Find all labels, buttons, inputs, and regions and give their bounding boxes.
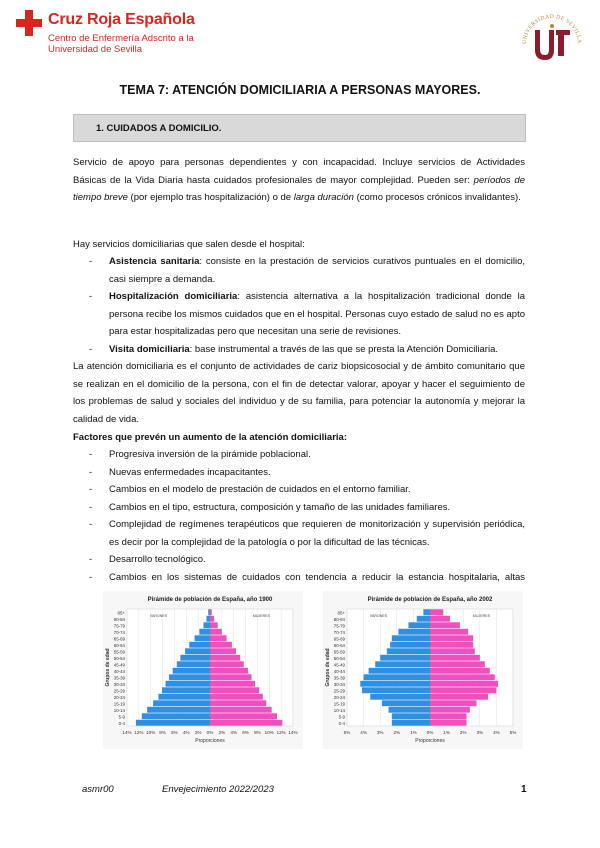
legend-label-female: MUJERES [472, 614, 491, 618]
pyramid-chart-2002 [323, 591, 523, 749]
list-item: - Cambios en el tipo, estructura, composición y tamaño de las unidades familiares. [73, 499, 525, 517]
bar-male [180, 655, 210, 661]
bar-female [210, 707, 272, 713]
org-subtitle-line2: Universidad de Sevilla [48, 44, 142, 55]
bar-male [153, 700, 210, 706]
pyramid-chart-1900 [103, 591, 303, 749]
x-tick-label: 1% [410, 730, 417, 735]
bar-female [210, 629, 222, 635]
y-tick-label: 15-19 [333, 701, 345, 707]
org-name: Cruz Roja Española [48, 11, 195, 28]
y-tick-label: 25-29 [113, 688, 125, 694]
bar-male [189, 642, 210, 648]
x-tick-label: 3% [376, 730, 384, 735]
bar-female [210, 700, 266, 706]
x-axis-label: Proporciones [195, 738, 225, 744]
bar-male [169, 674, 210, 680]
y-tick-label: 60-64 [333, 642, 345, 648]
y-tick-label: 65-69 [113, 636, 125, 642]
bar-male [162, 687, 210, 693]
list-item: - Nuevas enfermedades incapacitantes. [73, 464, 525, 482]
y-tick-label: 35-39 [333, 675, 345, 681]
list-item: - Desarrollo tecnológico. [73, 551, 525, 569]
bar-male [173, 668, 210, 674]
bar-male [375, 661, 430, 667]
bar-male [408, 622, 430, 628]
x-tick-label: 10% [264, 730, 274, 735]
bar-female [430, 668, 490, 674]
term: Asistencia sanitaria [109, 256, 200, 267]
section-heading-text: 1. CUIDADOS A DOMICILIO. [96, 123, 222, 134]
x-tick-label: 1% [443, 730, 450, 735]
definition: : base instrumental a través de las que se presta la Atención Domiciliaria. [189, 343, 499, 355]
bar-male [389, 707, 431, 713]
footer-year: 2022/2023 [229, 784, 274, 795]
bar-male [158, 694, 210, 700]
x-tick-label: 12% [276, 730, 286, 735]
seal-text: UNIVERSIDAD DE SEVILLA [521, 13, 583, 45]
bar-male [185, 648, 210, 654]
y-tick-label: 10-14 [333, 707, 345, 713]
bar-male [199, 629, 210, 635]
bar-male [370, 694, 430, 700]
bar-male [360, 681, 430, 687]
x-tick-label: 8% [159, 730, 166, 735]
y-axis-label: Grupos de edad [105, 648, 111, 687]
y-tick-label: 45-49 [113, 662, 125, 668]
bar-female [210, 616, 214, 622]
bar-female [210, 655, 240, 661]
y-tick-label: 5-9 [118, 714, 125, 720]
term: Visita domiciliaria [109, 343, 190, 355]
bar-female [430, 700, 476, 706]
bar-female [210, 681, 255, 687]
legend-label-female: MUJERES [252, 614, 271, 618]
bar-female [430, 694, 488, 700]
bar-female [210, 642, 232, 648]
y-tick-label: 75-79 [113, 623, 125, 629]
x-tick-label: 14% [122, 730, 132, 735]
bar-female [210, 635, 227, 641]
bar-male [208, 609, 210, 615]
bar-male [380, 655, 430, 661]
y-tick-label: 60-64 [113, 642, 125, 648]
y-tick-label: 5-9 [338, 714, 345, 720]
bar-male [166, 681, 210, 687]
x-tick-label: 5% [343, 730, 351, 735]
bar-female [430, 720, 467, 726]
x-tick-label: 4% [230, 730, 238, 735]
bar-male [390, 642, 430, 648]
x-tick-label: 8% [254, 730, 261, 735]
bar-male [136, 720, 210, 726]
y-tick-label: 45-49 [333, 662, 345, 668]
x-tick-label: 14% [288, 730, 298, 735]
y-tick-label: 80-84 [113, 616, 125, 622]
bar-female [210, 674, 252, 680]
org-subtitle [48, 33, 228, 55]
bar-female [430, 648, 475, 654]
bar-male [423, 609, 430, 615]
footer-author: asmr00 [82, 784, 114, 795]
y-tick-label: 20-24 [333, 694, 345, 700]
bar-male [398, 629, 430, 635]
x-tick-label: 2% [194, 730, 202, 735]
list-item: - Cambios en los sistemas de cuidados con tendencia a reducir la estancia hospitalaria, altas [73, 569, 525, 604]
x-tick-label: 3% [476, 730, 484, 735]
bar-female [430, 655, 480, 661]
x-tick-label: 2% [218, 730, 226, 735]
hospital-services-list [73, 253, 525, 358]
bar-male [142, 713, 210, 719]
x-tick-label: 2% [459, 730, 467, 735]
page-title: TEMA 7: ATENCIÓN DOMICILIARIA A PERSONAS MAYORES. [119, 83, 481, 97]
intro-text-1: Servicio de apoyo para personas dependientes y con incapacidad. Incluye servicios de Actividades Básicas de la Vida Diaria hasta cuidados profesionales de mayor complejidad. Pueden ser: [73, 157, 525, 186]
bar-female [430, 681, 498, 687]
list-item: - Progresiva inversión de la pirámide poblacional. [73, 446, 525, 464]
list-item [73, 341, 525, 359]
bar-female [430, 609, 443, 615]
legend-label-male: VARONES [369, 614, 388, 618]
bar-female [430, 622, 460, 628]
bar-female [430, 642, 473, 648]
factors-list [73, 446, 525, 604]
y-tick-label: 85+ [117, 610, 125, 616]
definition-paragraph: La atención domiciliaria es el conjunto de actividades de cariz biopsicosocial y de ámbito comunitario que se realizan en el domicilio de la persona, con el fin de detectar valorar, apoyar y hacer el seguimiento de los problemas de salud y sociales del individuo y de su familia, para potenciar la autonomía y mejorar la calidad de vida. [73, 361, 525, 425]
bar-male [387, 648, 430, 654]
x-tick-label: 6% [171, 730, 178, 735]
y-tick-label: 15-19 [113, 701, 125, 707]
bar-female [210, 609, 212, 615]
footer-subject: Envejecimiento [162, 784, 227, 795]
definition: : asistencia alternativa a la hospitalización tradicional donde la persona recibe los mismos cuidados que en el hospital. Personas cuyo estado de salud no es apto para estar hospitalizadas pero que necesitan una serie de revisiones. [109, 291, 526, 337]
y-tick-label: 40-44 [333, 668, 345, 674]
x-tick-label: 5% [509, 730, 517, 735]
term: Hospitalización domiciliaria [109, 291, 238, 302]
intro-text-2: (por ejemplo tras hospitalización) o de [127, 192, 294, 203]
bar-female [430, 635, 473, 641]
bar-female [210, 648, 236, 654]
bar-female [430, 707, 470, 713]
y-tick-label: 80-84 [333, 616, 345, 622]
bar-male [392, 635, 430, 641]
bar-male [417, 616, 430, 622]
bar-male [362, 687, 430, 693]
y-tick-label: 25-29 [333, 688, 345, 694]
y-tick-label: 70-74 [113, 629, 125, 635]
bar-female [210, 622, 218, 628]
y-tick-label: 65-69 [333, 636, 345, 642]
bar-male [177, 661, 210, 667]
red-cross-logo [16, 8, 236, 58]
org-subtitle-line1: Centro de Enfermería Adscrito a la [48, 33, 194, 44]
y-tick-label: 40-44 [113, 668, 125, 674]
list-item: - Cambios en el modelo de prestación de cuidados en el entorno familiar. [73, 481, 525, 499]
y-tick-label: 50-54 [333, 655, 345, 661]
intro-paragraph [73, 154, 525, 207]
hospital-lead: Hay servicios domiciliarias que salen desde el hospital: [73, 239, 305, 250]
y-tick-label: 35-39 [113, 675, 125, 681]
x-tick-label: 10% [146, 730, 156, 735]
x-tick-label: 4% [182, 730, 190, 735]
y-axis-label: Grupos de edad [325, 648, 331, 687]
bar-female [430, 674, 495, 680]
chart-title: Pirámide de población de España, año 2002 [367, 597, 493, 603]
bar-female [430, 661, 485, 667]
y-tick-label: 75-79 [333, 623, 345, 629]
y-tick-label: 20-24 [113, 694, 125, 700]
list-item [73, 288, 525, 341]
bar-male [382, 700, 430, 706]
x-tick-label: 0% [206, 730, 214, 735]
list-item [73, 253, 525, 288]
definition: : consiste en la prestación de servicios curativos puntuales en el domicilio, casi siempre a demanda. [109, 256, 525, 285]
y-tick-label: 55-59 [333, 649, 345, 655]
bar-male [392, 713, 430, 719]
bar-male [392, 720, 430, 726]
y-tick-label: 50-54 [113, 655, 125, 661]
y-tick-label: 30-34 [113, 681, 125, 687]
bar-female [430, 687, 496, 693]
bar-female [430, 713, 467, 719]
x-tick-label: 4% [360, 730, 367, 735]
y-tick-label: 0-4 [118, 720, 125, 726]
x-tick-label: 0% [426, 730, 434, 735]
bar-male [203, 622, 210, 628]
y-tick-label: 70-74 [333, 629, 345, 635]
bar-male [147, 707, 210, 713]
bar-female [210, 713, 277, 719]
y-tick-label: 0-4 [338, 720, 345, 726]
y-tick-label: 30-34 [333, 681, 345, 687]
bar-female [210, 668, 248, 674]
x-tick-label: 12% [134, 730, 144, 735]
y-tick-label: 85+ [337, 610, 345, 616]
page-number: 1 [521, 784, 527, 795]
red-cross-icon [16, 10, 42, 36]
bar-female [210, 720, 282, 726]
y-tick-label: 10-14 [113, 707, 125, 713]
section-heading [73, 114, 526, 142]
x-tick-label: 2% [393, 730, 401, 735]
intro-emphasis-2: larga duración [293, 192, 354, 203]
legend-label-male: VARONES [149, 614, 168, 618]
list-item: - Complejidad de regímenes terapéuticos que requieren de monitorización y supervisión periódica, es decir por la complejidad de la patología o por la dificultad de las técnicas. [73, 516, 525, 551]
bar-female [430, 629, 468, 635]
bar-female [210, 661, 244, 667]
bar-female [210, 687, 259, 693]
factors-heading: Factores que prevén un aumento de la atención domiciliaria: [73, 432, 347, 443]
bar-male [195, 635, 210, 641]
y-tick-label: 55-59 [113, 649, 125, 655]
intro-emphasis-1: períodos de tiempo breve [73, 174, 525, 203]
bar-female [430, 616, 450, 622]
intro-text-3: (como procesos crónicos invalidantes). [353, 192, 521, 203]
university-seal-icon [518, 4, 586, 68]
chart-title: Pirámide de población de España, año 1900 [147, 597, 273, 603]
bar-female [210, 694, 263, 700]
x-axis-label: Proporciones [415, 738, 445, 744]
bar-male [364, 674, 430, 680]
x-tick-label: 6% [242, 730, 249, 735]
bar-male [206, 616, 210, 622]
bar-male [369, 668, 430, 674]
x-tick-label: 4% [493, 730, 500, 735]
